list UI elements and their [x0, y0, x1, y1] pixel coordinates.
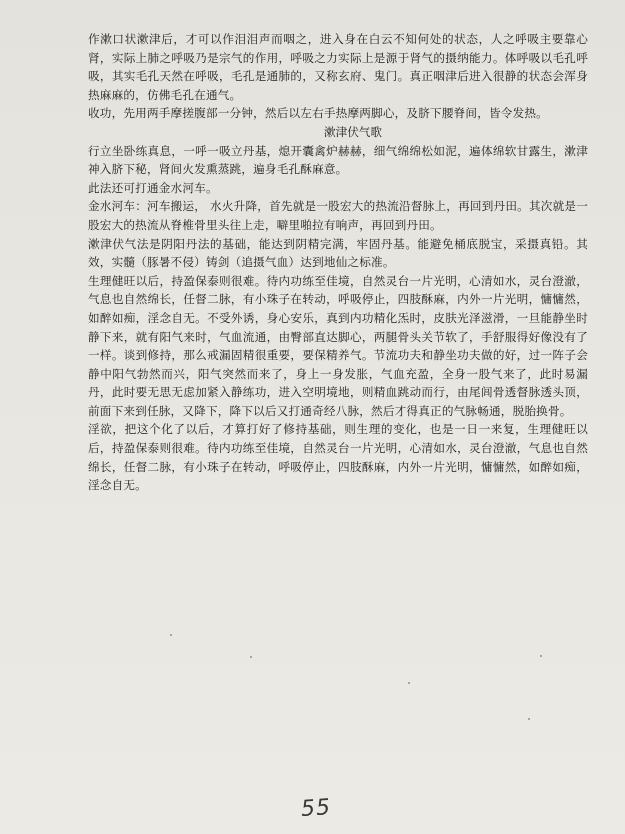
paragraph-2: 收功，先用两手摩搓腹部一分钟，然后以左右手热摩两脚心，及脐下腰脊间，皆令发热。 [88, 106, 548, 121]
paragraph-8: 淫欲，把这个化了以后，才算打好了修持基础，则生理的变化，也是一日一来复，生理健旺以后，持盈保泰则很难。待内功练至佳境，自然灵台一片光明，心清如水，灵台澄澈，气息也自然绵长，任督二脉，有小珠子在转动，呼吸停止，四肢酥麻，内外一片光明，慵慵然，如醉如痴，淫念自无。 [88, 422, 588, 493]
paper-speck [170, 634, 172, 636]
paragraph-6: 漱津伏气法是阴阳丹法的基础，能达到阴精完满，牢固丹基。能避免桶底脱宝，采摄真铅。其效，实髓（豚暑不侵）铸剑（追摄气血）达到地仙之标准。 [88, 236, 588, 270]
paper-speck [408, 682, 410, 684]
paper-speck [250, 656, 252, 658]
paper-speck [540, 655, 542, 657]
paragraph-1: 作漱口状漱津后，才可以作泪泪声而咽之，进入身在白云不知何处的状态，人之呼吸主要靠心肾，实际上肺之呼吸乃是宗气的作用，呼吸之力实际上是源于肾气的摄纳能力。体呼吸以毛孔呼吸，其实毛孔天然在呼吸，毛孔是通肺的，又称玄府、鬼门。真正咽津后进入很静的状态会浑身热麻麻的，仿佛毛孔在通气。 [88, 32, 588, 102]
page-number: 55 [300, 794, 332, 823]
section-heading: 漱津伏气歌 [324, 124, 382, 139]
paragraph-7: 生理健旺以后，持盈保泰则很难。待内功练至佳境，自然灵台一片光明，心清如水，灵台澄澈，气息也自然绵长，任督二脉，有小珠子在转动，呼吸停止，四肢酥麻，内外一片光明，慵慵然，如醉如痴，淫念自无。不受外诱，身心安乐，真到内功精化炁时，皮肤光泽滋滑，一旦能静坐时静下来，就有阳气来时，气血流通，由臀部直达脚心，两腿骨头关节软了，手舒服得好像没有了一样。谈到修持，那么戒漏固精很重要，要保精养气。节流功夫和静坐功夫做的好，过一阵子会静中阳气勃然而兴，阳气突然而来了，身上一身发胀，气血充盈，全身一股气来了，此时易漏丹，此时要无思无虑加紧入静练功，进入空明境地，则精血跳动而行，由尾闾骨透督脉透头顶，前面下来到任脉，又降下，降下以后又打通奇经八脉，然后才得真正的气脉畅通，脱胎换骨。 [88, 273, 588, 418]
paragraph-3: 行立坐卧练真息，一呼一吸立丹基，熄开囊禽炉赫赫，细气绵绵松如泥，遍体绵软甘露生，漱津神入脐下秘，肾间火发熏蒸跳，遍身毛孔酥麻意。 [88, 143, 588, 177]
body-text [88, 30, 588, 495]
paragraph-4: 此法还可打通金水河车。 [88, 180, 218, 195]
paragraph-5: 金水河车：河车搬运， 水火升降，首先就是一股宏大的热流沿督脉上，再回到丹田。其次就是一股宏大的热流从脊椎骨里头往上走，噼里啪拉有响声，再回到丹田。 [88, 199, 588, 232]
paper-speck [528, 718, 530, 720]
